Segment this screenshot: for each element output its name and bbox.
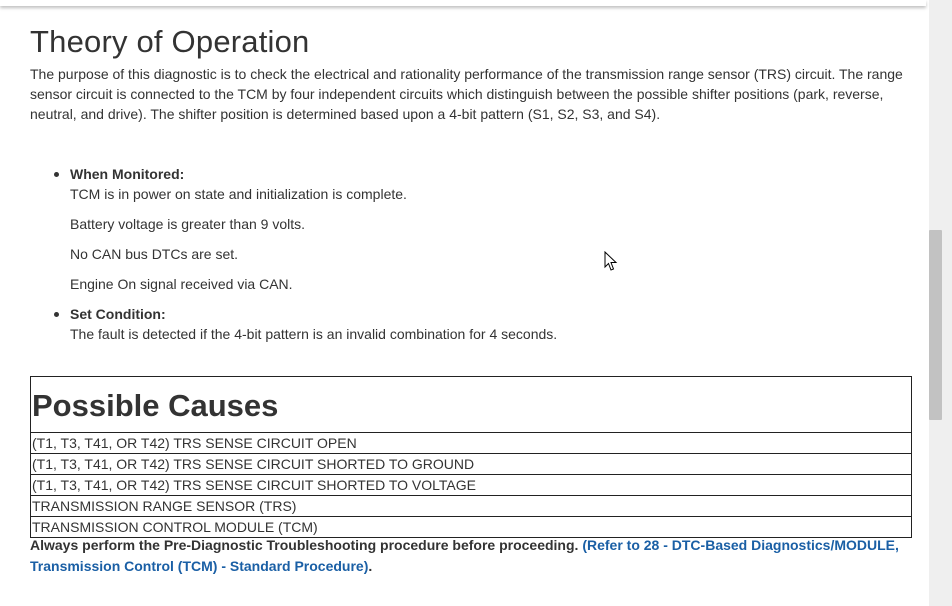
procedure-note-suffix: .: [368, 558, 373, 574]
cause-cell: TRANSMISSION RANGE SENSOR (TRS): [31, 496, 912, 517]
cause-cell: TRANSMISSION CONTROL MODULE (TCM): [31, 517, 912, 538]
table-row: [31, 496, 912, 517]
procedure-note: [30, 535, 910, 577]
mouse-pointer-icon: [604, 251, 618, 277]
when-monitored-item: [30, 164, 910, 294]
set-condition-line: The fault is detected if the 4-bit pattern is an invalid combination for 4 seconds.: [70, 326, 558, 342]
conditions-list: [30, 164, 910, 354]
cause-cell: (T1, T3, T41, OR T42) TRS SENSE CIRCUIT SHORTED TO VOLTAGE: [31, 475, 912, 496]
procedure-reference-link[interactable]: (Refer to 28 - DTC-Based Diagnostics/MODULE, Transmission Control (TCM) - Standard Procedure): [30, 537, 899, 574]
section-heading: Theory of Operation: [30, 24, 310, 59]
intro-paragraph: The purpose of this diagnostic is to check the electrical and rationality performance of the transmission range sensor (TRS) circuit. The range sensor circuit is connected to the TCM by four independent circuits which distinguish between the possible shifter positions (park, reverse, neutral, and drive). The shifter position is determined based upon a 4-bit pattern (S1, S2, S3, and S4).: [30, 66, 903, 122]
cause-cell: (T1, T3, T41, OR T42) TRS SENSE CIRCUIT OPEN: [31, 433, 912, 454]
monitored-line: No CAN bus DTCs are set.: [70, 246, 239, 262]
top-toolbar-edge: [0, 0, 926, 6]
possible-causes-table: [30, 376, 912, 538]
table-row: [31, 454, 912, 475]
set-condition-item: [30, 304, 910, 344]
cause-cell: (T1, T3, T41, OR T42) TRS SENSE CIRCUIT SHORTED TO GROUND: [31, 454, 912, 475]
scrollbar-thumb[interactable]: [929, 230, 942, 420]
possible-causes-heading: Possible Causes: [31, 377, 912, 433]
monitored-line: Battery voltage is greater than 9 volts.: [70, 216, 306, 232]
set-condition-title: Set Condition:: [70, 306, 166, 322]
table-row: [31, 475, 912, 496]
when-monitored-title: When Monitored:: [70, 166, 185, 182]
table-row: [31, 433, 912, 454]
procedure-note-text: Always perform the Pre-Diagnostic Troubleshooting procedure before proceeding.: [30, 537, 579, 553]
monitored-line: Engine On signal received via CAN.: [70, 276, 293, 292]
monitored-line: TCM is in power on state and initialization is complete.: [70, 186, 407, 202]
